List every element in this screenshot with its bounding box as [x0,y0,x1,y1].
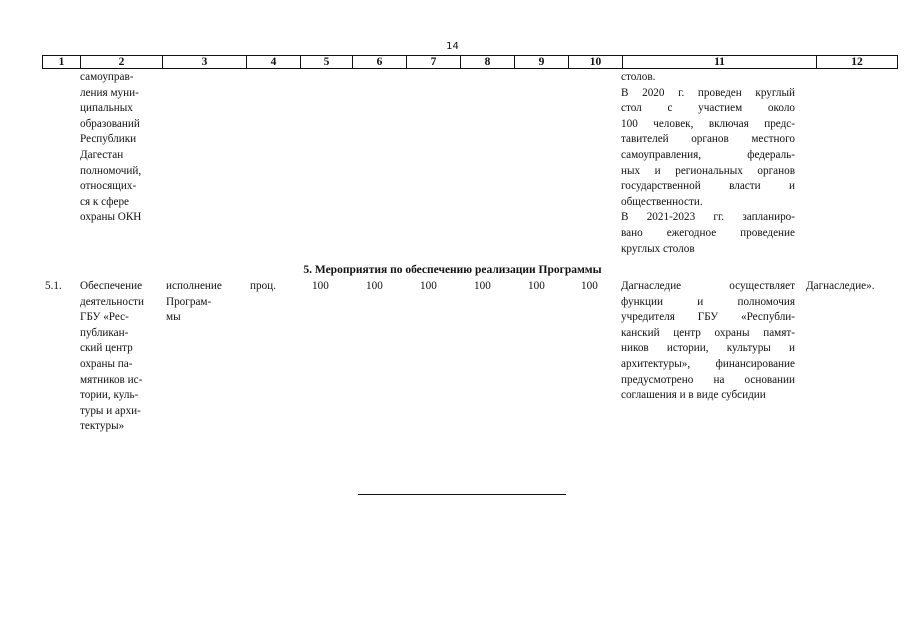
col-header-12: 12 [817,56,898,69]
column-number-header [42,55,898,69]
row-number: 5.1. [45,280,62,292]
row-indicator: исполнение Програм- мы [166,280,222,324]
row-value-2020: 100 [366,280,383,292]
row-unit: проц. [250,280,276,292]
page-number: 14 [446,41,459,52]
col-header-11: 11 [623,56,817,69]
row-value-2019: 100 [312,280,329,292]
row-executor: Дагнаследие». [806,280,875,292]
col-header-6: 6 [353,56,407,69]
col-header-5: 5 [301,56,353,69]
section-title: 5. Мероприятия по обеспечению реализации Программы [303,264,602,276]
row-value-2022: 100 [474,280,491,292]
col-header-8: 8 [461,56,515,69]
row-value-2023: 100 [528,280,545,292]
col-header-4: 4 [247,56,301,69]
closing-rule [358,494,566,495]
row-note: Дагнаследие осуществляет функции и полномочия учредителя ГБУ «Республи- канский центр охраны памят- ников истории, культуры и архитектуры», финансирование предусмотрено на основании соглашения и в виде субсидии [621,280,795,402]
row-value-2021: 100 [420,280,437,292]
row-value-2024: 100 [581,280,598,292]
col-header-10: 10 [569,56,623,69]
col-header-9: 9 [515,56,569,69]
col-header-1: 1 [43,56,81,69]
continuation-col11: столов. В 2020 г. проведен круглый стол с участием около 100 человек, включая предс- тавителей органов местного самоуправления, федераль- ных и региональных органов государственной власти и общественности. В 2021-2023 гг. запланиро- вано ежегодное проведение круглых столов [621,71,795,255]
row-name: Обеспечение деятельности ГБУ «Рес- публикан- ский центр охраны па- мятников ис- тории, куль- туры и архи- тектуры» [80,280,145,433]
col-header-2: 2 [81,56,163,69]
continuation-col2: самоуправ- ления муни- ципальных образований Республики Дагестан полномочий, относящих- ся к сфере охраны ОКН [80,71,142,224]
col-header-3: 3 [163,56,247,69]
col-header-7: 7 [407,56,461,69]
